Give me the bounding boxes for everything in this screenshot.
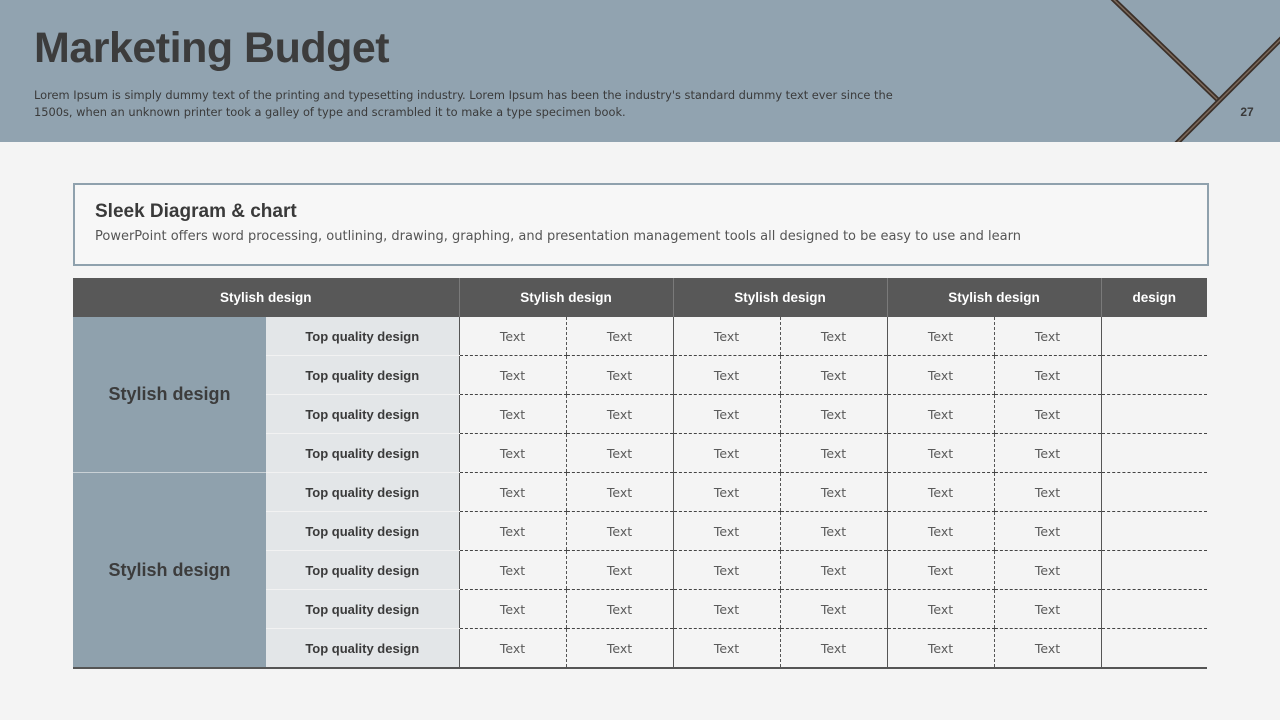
table-cell: Text [887,590,994,629]
card-title: Sleek Diagram & chart [95,201,297,222]
table-cell [1101,512,1207,551]
table-cell: Text [887,317,994,356]
table-cell: Text [459,356,566,395]
table-cell: Text [887,356,994,395]
row-label: Top quality design [266,356,459,395]
page-number: 27 [1240,105,1254,119]
table-cell: Text [887,512,994,551]
table-cell: Text [673,356,780,395]
row-label: Top quality design [266,473,459,512]
table-cell: Text [459,317,566,356]
row-label: Top quality design [266,395,459,434]
row-label: Top quality design [266,434,459,473]
table-header-row [73,278,1207,317]
table-cell: Text [673,473,780,512]
row-label: Top quality design [266,317,459,356]
table-cell: Text [780,356,887,395]
table-cell: Text [994,434,1101,473]
table-cell [1101,434,1207,473]
table-cell: Text [673,590,780,629]
table-cell: Text [566,473,673,512]
page-title: Marketing Budget [34,24,390,72]
table-cell: Text [780,512,887,551]
table-cell: Text [994,551,1101,590]
table-cell: Text [566,590,673,629]
table-cell: Text [566,395,673,434]
table-header-cell: Stylish design [673,278,887,317]
table-cell: Text [673,629,780,669]
table-cell: Text [566,629,673,669]
table-cell [1101,629,1207,669]
table-cell: Text [673,434,780,473]
header-banner [0,0,1280,142]
table-cell: Text [887,473,994,512]
group-label: Stylish design [73,317,266,473]
table-cell: Text [780,629,887,669]
table-cell: Text [459,434,566,473]
table-row [73,317,1207,356]
table-cell: Text [994,317,1101,356]
info-card [73,183,1209,266]
table-cell: Text [887,434,994,473]
table-row [73,473,1207,512]
table-cell: Text [994,629,1101,669]
table-cell: Text [780,473,887,512]
table-cell [1101,551,1207,590]
table-cell: Text [566,512,673,551]
table-cell: Text [566,317,673,356]
table-cell: Text [780,395,887,434]
table-cell [1101,395,1207,434]
table-cell: Text [459,512,566,551]
table-cell: Text [673,317,780,356]
table-cell: Text [780,434,887,473]
budget-table [73,278,1207,669]
table-cell: Text [780,317,887,356]
table-cell: Text [459,590,566,629]
table-header-cell: Stylish design [459,278,673,317]
table-cell: Text [994,395,1101,434]
decorative-lines-icon [1080,0,1280,142]
card-description: PowerPoint offers word processing, outlining, drawing, graphing, and presentation management tools all designed to be easy to use and learn [95,229,1021,244]
table-cell: Text [780,551,887,590]
row-label: Top quality design [266,590,459,629]
table-cell: Text [459,551,566,590]
table-header-cell: Stylish design [887,278,1101,317]
group-label: Stylish design [73,473,266,669]
table-cell: Text [780,590,887,629]
table-cell: Text [566,551,673,590]
table-header-cell: Stylish design [73,278,459,317]
row-label: Top quality design [266,551,459,590]
table-cell: Text [459,629,566,669]
page-subtitle: Lorem Ipsum is simply dummy text of the printing and typesetting industry. Lorem Ipsum has been the industry's standard dummy text ever since the 1500s, when an unknown printer took a galley of type and scrambled it to make a type specimen book. [34,88,893,119]
table-cell: Text [994,512,1101,551]
table-cell [1101,317,1207,356]
table-cell: Text [994,356,1101,395]
table-cell [1101,356,1207,395]
table-cell: Text [566,356,673,395]
table-cell: Text [887,629,994,669]
table-cell: Text [887,395,994,434]
table-cell [1101,473,1207,512]
row-label: Top quality design [266,512,459,551]
table-header-cell: design [1101,278,1207,317]
table-cell: Text [994,473,1101,512]
table-cell [1101,590,1207,629]
table-cell: Text [994,590,1101,629]
table-cell: Text [459,473,566,512]
row-label: Top quality design [266,629,459,669]
table-cell: Text [566,434,673,473]
table-cell: Text [673,395,780,434]
table-cell: Text [459,395,566,434]
table-cell: Text [887,551,994,590]
table-cell: Text [673,512,780,551]
table-cell: Text [673,551,780,590]
